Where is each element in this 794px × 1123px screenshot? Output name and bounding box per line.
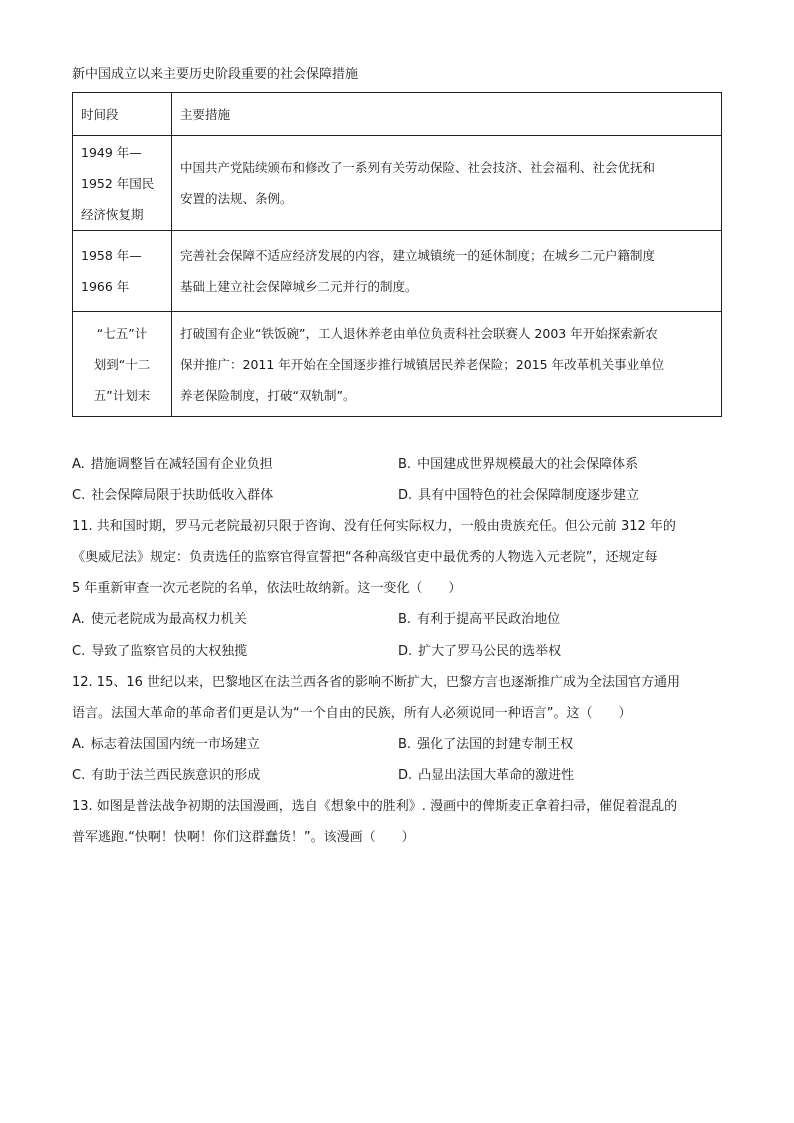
q11-option-b[interactable] <box>398 611 560 629</box>
option-text: 扩大了罗马公民的选举权 <box>418 644 562 659</box>
measure-line: 中国共产党陆续颁布和修改了一系列有关劳动保险、社会技济、社会福利、社会优抚和 <box>180 160 656 175</box>
option-letter: B. <box>398 612 412 627</box>
option-text: 标志着法国国内统一市场建立 <box>90 737 260 752</box>
period-line: 1958 年— <box>81 248 142 263</box>
measure-line: 保并推广：2011 年开始在全国逐步推行城镇居民养老保险；2015 年改革机关事业单位 <box>180 356 665 372</box>
q12-option-c[interactable] <box>72 767 260 785</box>
social-security-table <box>72 92 722 417</box>
option-text: 有助于法兰西民族意识的形成 <box>91 768 261 783</box>
period-line: 五”计划末 <box>93 387 151 403</box>
measure-cell <box>172 231 722 312</box>
header-measures: 主要措施 <box>172 93 722 136</box>
q11-option-c[interactable] <box>72 643 247 661</box>
option-text: 措施调整旨在减轻国有企业负担 <box>90 457 273 472</box>
q13-text-line: 13. 如图是普法战争初期的法国漫画，选自《想象中的胜利》. 漫画中的俾斯麦正拿着扫帚，催促着混乱的 <box>72 799 678 814</box>
option-letter: D. <box>398 488 413 503</box>
option-letter: A. <box>72 612 85 627</box>
period-line: 经济恢复期 <box>81 206 144 222</box>
table-header-row <box>73 93 722 136</box>
q13-text-line: 普军逃跑.“快啊！快啊！你们这群蠢货！”。该漫画（ ） <box>72 830 415 845</box>
table-row <box>73 312 722 417</box>
table-caption: 新中国成立以来主要历史阶段重要的社会保障措施 <box>72 67 359 82</box>
option-text: 中国建成世界规模最大的社会保障体系 <box>417 457 639 472</box>
q11-text-line: 5 年重新审查一次元老院的名单，依法吐故纳新。这一变化（ ） <box>72 581 462 596</box>
header-period: 时间段 <box>73 93 172 136</box>
option-text: 有利于提高平民政治地位 <box>417 612 561 627</box>
measure-line: 安置的法规、条例。 <box>180 191 293 206</box>
option-text: 凸显出法国大革命的激进性 <box>418 768 575 783</box>
option-letter: A. <box>72 737 85 752</box>
measure-cell <box>172 312 722 417</box>
period-line: “七五”计 <box>96 325 148 341</box>
q10-option-b[interactable] <box>398 456 638 474</box>
period-cell <box>73 136 172 231</box>
q10-option-c[interactable] <box>72 487 273 505</box>
q12-option-d[interactable] <box>398 767 574 785</box>
q11-option-a[interactable] <box>72 611 247 629</box>
option-letter: B. <box>398 457 412 472</box>
period-line: 1949 年— <box>81 144 142 160</box>
q11-option-d[interactable] <box>398 643 561 661</box>
option-text: 社会保障局限于扶助低收入群体 <box>91 488 274 503</box>
option-letter: C. <box>72 644 86 659</box>
q11-text-line: 《奥威尼法》规定：负责选任的监察官得宣誓把“各种高级官吏中最优秀的人物选入元老院”，还规定每 <box>72 550 658 565</box>
option-text: 使元老院成为最高权力机关 <box>90 612 247 627</box>
table-row <box>73 231 722 312</box>
period-line: 1966 年 <box>81 279 130 294</box>
measure-line: 基础上建立社会保障城乡二元并行的制度。 <box>180 279 418 294</box>
period-line: 1952 年国民 <box>81 175 155 191</box>
option-letter: D. <box>398 768 413 783</box>
q12-option-b[interactable] <box>398 736 573 754</box>
measure-line: 完善社会保障不适应经济发展的内容，建立城镇统一的延休制度；在城乡二元户籍制度 <box>180 248 656 263</box>
period-cell <box>73 231 172 312</box>
option-text: 导致了监察官员的大权独揽 <box>91 644 248 659</box>
measure-cell <box>172 136 722 231</box>
q11-text-line: 11. 共和国时期，罗马元老院最初只限于咨询、没有任何实际权力，一般由贵族充任。但公元前 312 年的 <box>72 519 676 534</box>
q12-text-line: 12. 15、16 世纪以来，巴黎地区在法兰西各省的影响不断扩大，巴黎方言也逐渐推广成为全法国官方通用 <box>72 675 681 690</box>
q10-option-a[interactable] <box>72 456 273 474</box>
option-text: 具有中国特色的社会保障制度逐步建立 <box>418 488 640 503</box>
option-letter: A. <box>72 457 85 472</box>
option-letter: B. <box>398 737 412 752</box>
option-letter: D. <box>398 644 413 659</box>
measure-line: 养老保险制度，打破“双轨制”。 <box>180 387 356 403</box>
period-line: 划到“十二 <box>93 356 151 372</box>
option-text: 强化了法国的封建专制王权 <box>417 737 574 752</box>
table-row <box>73 136 722 231</box>
q10-option-d[interactable] <box>398 487 639 505</box>
q12-option-a[interactable] <box>72 736 260 754</box>
period-cell <box>73 312 172 417</box>
option-letter: C. <box>72 768 86 783</box>
option-letter: C. <box>72 488 86 503</box>
q12-text-line: 语言。法国大革命的革命者们更是认为“一个自由的民族，所有人必须说同一种语言”。这（ ） <box>72 706 632 721</box>
measure-line: 打破国有企业“铁饭碗”，工人退休养老由单位负责科社会联赛人 2003 年开始探索新农 <box>180 325 658 341</box>
